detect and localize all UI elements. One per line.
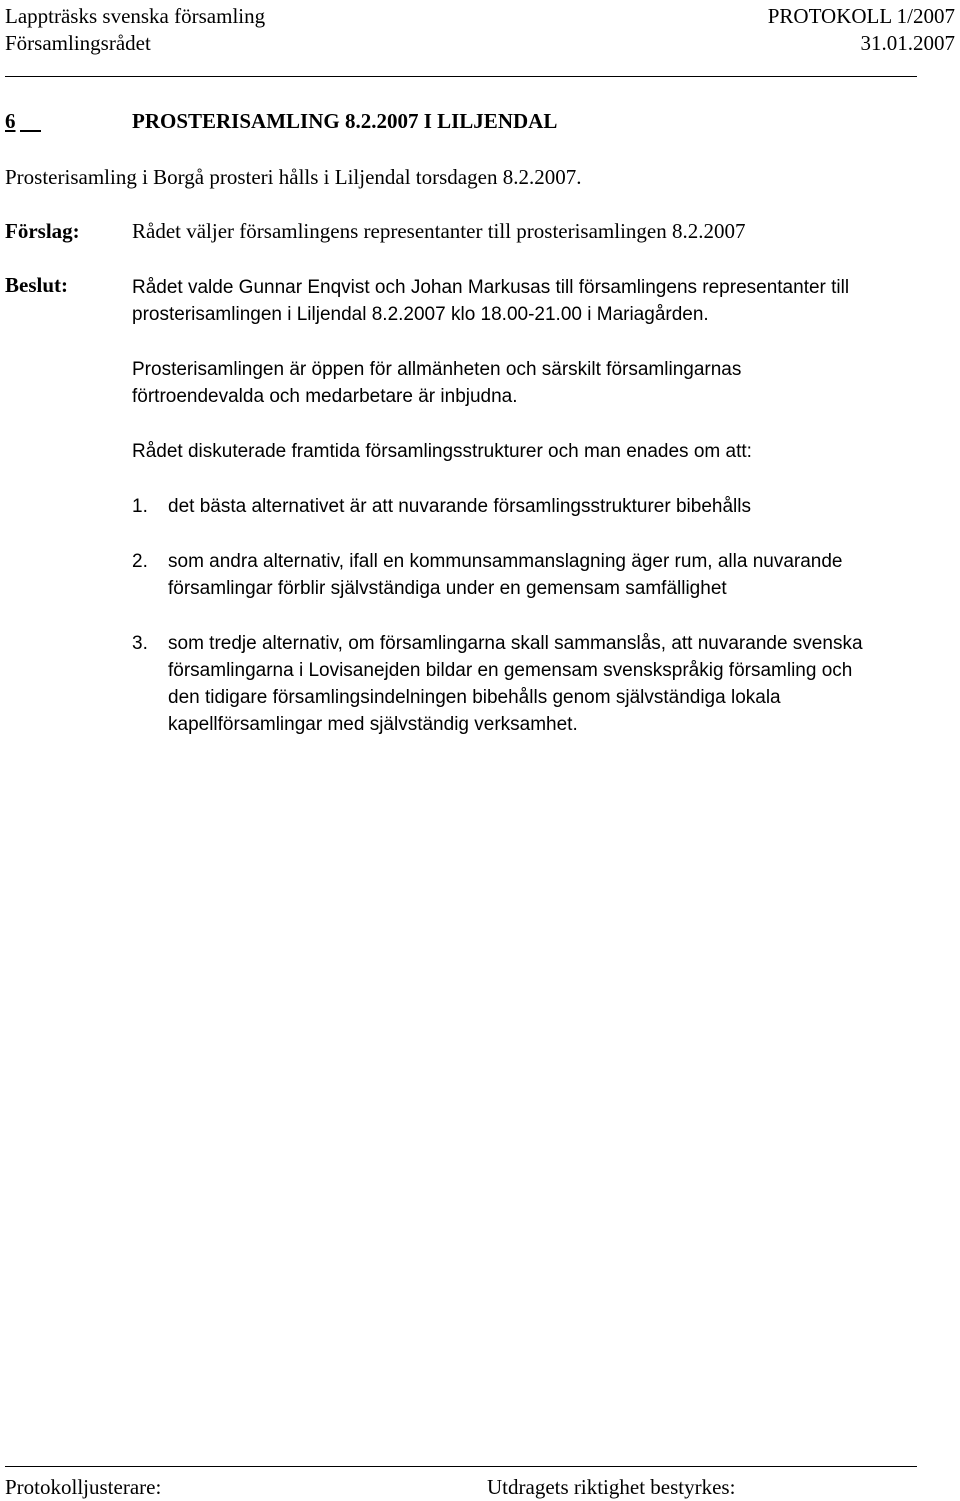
forslag-text: Rådet väljer församlingens representanter till prosterisamlingen 8.2.2007 (132, 219, 746, 243)
header-org: Lappträsks svenska församling (5, 4, 266, 28)
section-title: PROSTERISAMLING 8.2.2007 I LILJENDAL (132, 109, 558, 133)
footer-left: Protokolljusterare: (5, 1475, 162, 1499)
section-number-underline-space (20, 108, 41, 135)
list-item-line: som tredje alternativ, om församlingarna skall sammanslås, att nuvarande svenska (168, 633, 863, 654)
discussion-text: Rådet diskuterade framtida församlingsstrukturer och man enades om att: (132, 441, 752, 462)
intro-text: Prosterisamling i Borgå prosteri hålls i Liljendal torsdagen 8.2.2007. (5, 165, 582, 189)
list-item-number: 2. (132, 551, 148, 572)
header-date: 31.01.2007 (860, 31, 955, 55)
list-item-line: församlingar förblir självständiga under en gemensam samfällighet (168, 578, 727, 599)
section-number: 6 (5, 109, 16, 133)
header-rule (5, 76, 917, 77)
list-item-line: det bästa alternativet är att nuvarande församlingsstrukturer bibehålls (168, 496, 751, 517)
footer-rule (5, 1466, 917, 1467)
list-item-number: 1. (132, 496, 148, 517)
list-item-number: 3. (132, 633, 148, 654)
open-line: förtroendevalda och medarbetare är inbjudna. (132, 386, 518, 407)
beslut-label: Beslut: (5, 273, 68, 297)
header-body: Församlingsrådet (5, 31, 151, 55)
list-item-line: som andra alternativ, ifall en kommunsammanslagning äger rum, alla nuvarande (168, 551, 843, 572)
list-item-line: den tidigare församlingsindelningen bibehålls genom självständiga lokala (168, 687, 781, 708)
beslut-line: Rådet valde Gunnar Enqvist och Johan Markusas till församlingens representanter till (132, 277, 850, 298)
footer-right: Utdragets riktighet bestyrkes: (487, 1475, 736, 1499)
header-protocol: PROTOKOLL 1/2007 (767, 4, 955, 28)
forslag-label: Förslag: (5, 219, 80, 243)
open-line: Prosterisamlingen är öppen för allmänheten och särskilt församlingarnas (132, 359, 742, 380)
beslut-line: prosterisamlingen i Liljendal 8.2.2007 klo 18.00-21.00 i Mariagården. (132, 304, 709, 325)
list-item-line: församlingarna i Lovisanejden bildar en gemensam svenskspråkig församling och (168, 660, 853, 681)
list-item-line: kapellförsamlingar med självständig verksamhet. (168, 714, 578, 735)
